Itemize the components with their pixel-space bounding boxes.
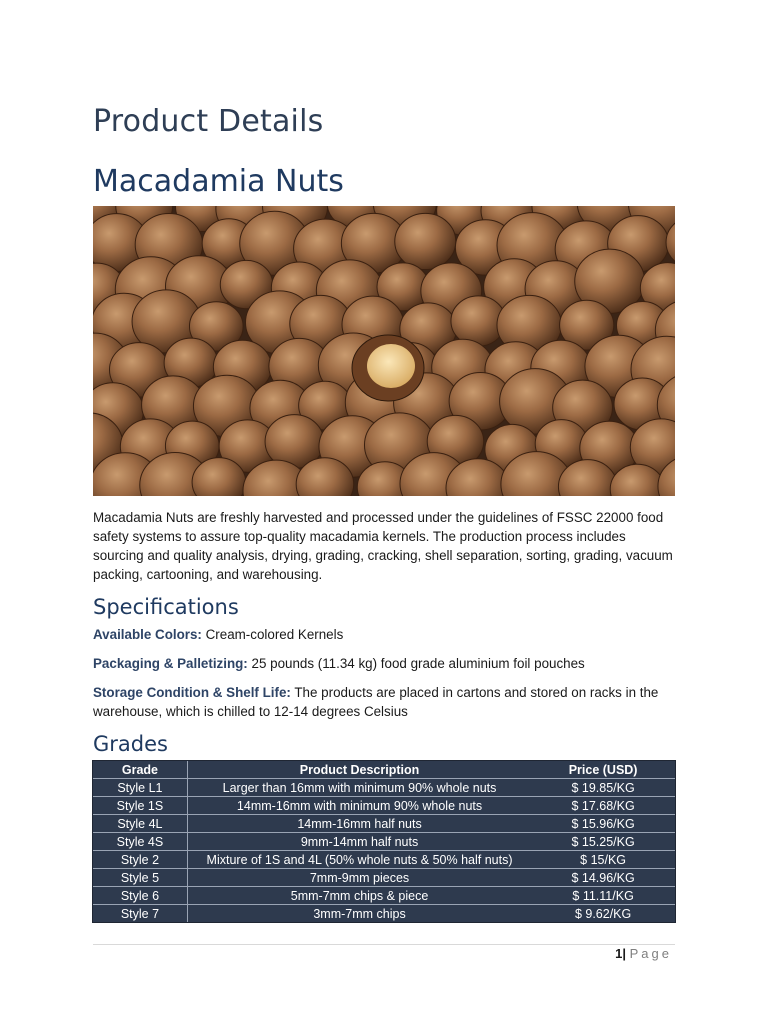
column-header-price: Price (USD) [531, 761, 675, 779]
price-cell: $ 14.96/KG [531, 869, 675, 887]
grade-cell: Style 4S [93, 833, 187, 851]
description-cell: 14mm-16mm half nuts [187, 815, 531, 833]
intro-paragraph: Macadamia Nuts are freshly harvested and processed under the guidelines of FSSC 22000 food safety systems to assure top-quality macadamia kernels. The production process includes sourcing and quality analysis, drying, grading, cracking, shell separation, sorting, grading, vacuum packing, cartooning, and warehousing. [93, 510, 673, 582]
grades-table [93, 761, 675, 922]
spec-label: Storage Condition & Shelf Life: [93, 685, 291, 700]
section-title: Product Details [93, 104, 324, 139]
price-cell: $ 11.11/KG [531, 887, 675, 905]
description-cell: Larger than 16mm with minimum 90% whole nuts [187, 779, 531, 797]
column-header-grade: Grade [93, 761, 187, 779]
description-cell: Mixture of 1S and 4L (50% whole nuts & 50% half nuts) [187, 851, 531, 869]
grade-cell: Style L1 [93, 779, 187, 797]
grade-cell: Style 6 [93, 887, 187, 905]
table-row [93, 905, 675, 923]
grade-cell: Style 7 [93, 905, 187, 923]
spec-available-colors [93, 625, 675, 644]
spec-storage [93, 683, 675, 721]
spec-label: Packaging & Palletizing: [93, 656, 248, 671]
spec-value: Cream-colored Kernels [201, 627, 344, 642]
spec-value: 25 pounds (11.34 kg) food grade aluminium foil pouches [247, 656, 585, 671]
table-row [93, 815, 675, 833]
price-cell: $ 17.68/KG [531, 797, 675, 815]
description-cell: 3mm-7mm chips [313, 906, 406, 921]
description-cell: 5mm-7mm chips & piece [187, 887, 531, 905]
grades-heading: Grades [93, 732, 168, 756]
price-cell: $ 15.25/KG [531, 833, 675, 851]
page-label: Page [629, 946, 672, 961]
table-row [93, 779, 675, 797]
table-row [93, 797, 675, 815]
column-header-description: Product Description [187, 761, 531, 779]
kernel-shape [367, 344, 415, 388]
price-cell: $ 9.62/KG [574, 906, 632, 921]
grade-cell: Style 2 [93, 851, 187, 869]
footer-divider [93, 944, 675, 945]
product-title: Macadamia Nuts [93, 164, 344, 199]
spec-label: Available Colors: [93, 627, 202, 642]
page-number: 1 [615, 946, 623, 961]
description-cell: 9mm-14mm half nuts [187, 833, 531, 851]
description-cell: 7mm-9mm pieces [187, 869, 531, 887]
table-row [93, 869, 675, 887]
page-separator: | [622, 946, 626, 961]
table-header-row [93, 761, 675, 779]
price-cell: $ 19.85/KG [531, 779, 675, 797]
grade-cell: Style 1S [93, 797, 187, 815]
grade-cell: Style 4L [93, 815, 187, 833]
nut-shape [395, 213, 456, 269]
macadamia-photo [93, 206, 675, 496]
table-row [93, 851, 675, 869]
spec-value: The products are placed in cartons and stored on racks in the warehouse, which is chilled to 12-14 degrees Celsius [93, 685, 659, 719]
price-cell: $ 15/KG [531, 851, 675, 869]
page-footer [615, 946, 672, 961]
spec-packaging [93, 654, 675, 673]
price-cell: $ 15.96/KG [531, 815, 675, 833]
table-row [93, 833, 675, 851]
specifications-heading: Specifications [93, 595, 239, 619]
description-cell: 14mm-16mm with minimum 90% whole nuts [187, 797, 531, 815]
grade-cell: Style 5 [93, 869, 187, 887]
table-row [93, 887, 675, 905]
